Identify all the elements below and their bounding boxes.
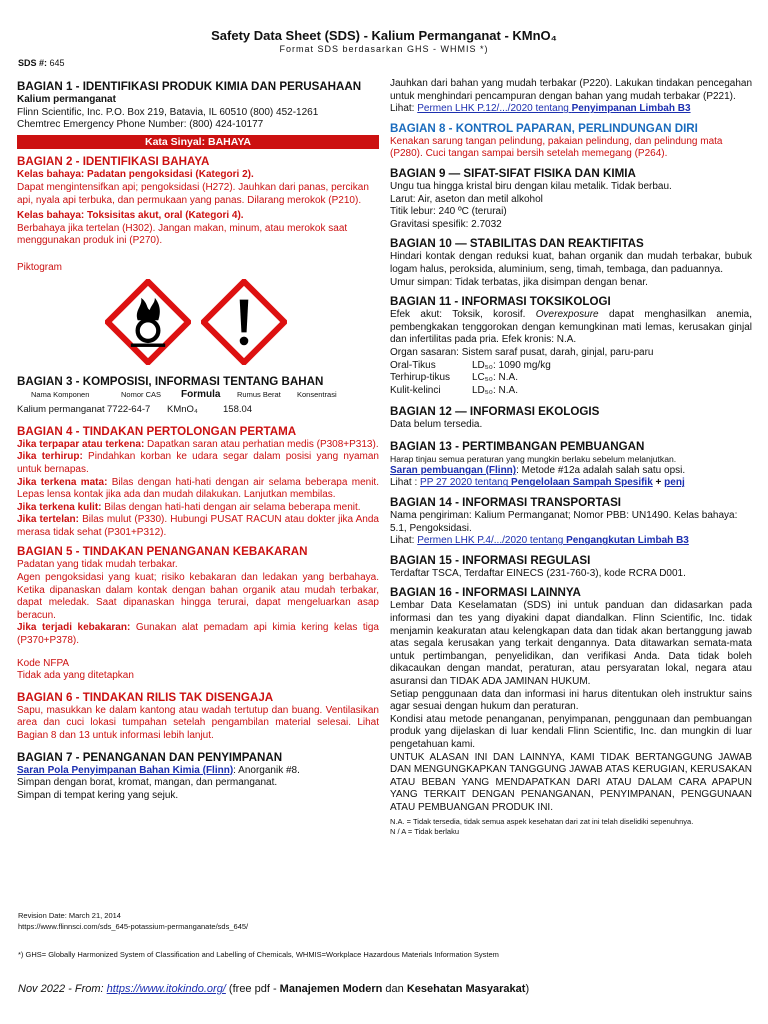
disposal-see: Lihat : PP 27 2020 tentang Pengelolaan Sampah Spesifik + penj bbox=[390, 477, 685, 489]
document-title: Safety Data Sheet (SDS) - Kalium Permanganat - KMnO₄ bbox=[211, 28, 557, 43]
left-column bbox=[17, 78, 379, 802]
first-aid-inhalation: Jika terhirup: Pindahkan korban ke udara segar dalam posisi yang nyaman untuk bernapas. bbox=[17, 451, 379, 475]
permen-penyimpanan-link[interactable]: Permen LHK P.12/.../2020 tentang Penyimpanan Limbah B3 bbox=[417, 103, 691, 115]
col-formula: Formula bbox=[181, 388, 221, 400]
property-melting-point: Titik lebur: 240 ºC (terurai) bbox=[390, 206, 507, 218]
shelf-life: Umur simpan: Tidak terbatas, jika disimpan dengan benar. bbox=[390, 276, 648, 288]
section-16-heading: BAGIAN 16 - INFORMASI LAINNYA bbox=[390, 586, 581, 600]
exposure-control-text: Kenakan sarung tangan pelindung, pakaian pelindung, dan pelindung mata (P280). Cuci tangan sampai bersih setelah memegang (P264). bbox=[390, 135, 723, 160]
transport-text: Nama pengiriman: Kalium Permanganat; Nomor PBB: UN1490. Kelas bahaya: 5.1, Pengoksidasi. bbox=[390, 510, 738, 534]
storage-see: Lihat: Permen LHK P.12/.../2020 tentang Penyimpanan Limbah B3 bbox=[390, 103, 691, 115]
document-subtitle: Format SDS berdasarkan GHS - WHMIS *) bbox=[279, 44, 489, 54]
pictograms bbox=[105, 279, 379, 365]
transport-see: Lihat: Permen LHK P.4/.../2020 tentang Pengangkutan Limbah B3 bbox=[390, 535, 689, 547]
section-9-heading: BAGIAN 9 — SIFAT-SIFAT FISIKA DAN KIMIA bbox=[390, 166, 636, 180]
hazard-class-1: Kelas bahaya: Padatan pengoksidasi (Kategori 2). bbox=[17, 169, 254, 181]
storage-line-2: Simpan dengan borat, kromat, mangan, dan permanganat. bbox=[17, 777, 278, 789]
sds-label: SDS #: bbox=[18, 58, 48, 68]
storage-line-3: Simpan di tempat kering yang sejuk. bbox=[17, 789, 179, 801]
disposal-method: Saran pembuangan (Flinn): Metode #12a adalah salah satu opsi. bbox=[390, 464, 686, 476]
section-7-heading: BAGIAN 7 - PENANGANAN DAN PENYIMPANAN bbox=[17, 750, 283, 764]
penj-link[interactable]: penj bbox=[664, 477, 685, 489]
credit-line: Nov 2022 - From: https://www.itokindo.org/ (free pdf - Manajemen Modern dan Kesehatan Masyarakat) bbox=[18, 983, 530, 995]
tox-row-dermal: Kulit-kelinci LD₅₀: N.A. bbox=[390, 384, 518, 396]
formula: KMnO₄ bbox=[167, 404, 198, 416]
stability-text: Hindari kontak dengan reduksi kuat, bahan organik dan mudah terbakar, bubuk logam halus, peroksida, aluminium, seng, timah, tembaga, dan paduannya. bbox=[390, 251, 752, 275]
col-concentration: Konsentrasi bbox=[297, 389, 337, 399]
ecological-text: Data belum tersedia. bbox=[390, 419, 483, 431]
section-10-heading: BAGIAN 10 — STABILITAS DAN REAKTIFITAS bbox=[390, 237, 644, 251]
section-11-heading: BAGIAN 11 - INFORMASI TOKSIKOLOGI bbox=[390, 295, 611, 309]
section-13-heading: BAGIAN 13 - PERTIMBANGAN PEMBUANGAN bbox=[390, 439, 645, 453]
acute-effects: Efek akut: Toksik, korosif. Overexposure dapat menghasilkan anemia, pembengkakan tenggorokan dengan kemungkinan mati lemas, kerusakan ginjal dan infertilitas pada pria. Efek kronis: N.A. bbox=[390, 309, 753, 346]
other-info-p4: UNTUK ALASAN INI DAN LAINNYA, KAMI TIDAK BERTANGGUNG JAWAB DAN MENGUNGKAPKAN TANGGUNG JAWAB ATAS KERUGIAN, KERUSAKAN ATAU BEBAN YANG MENDAPATKAN DARI ATAU DALAM CARA APAPUN YANG TERKAIT DENGAN PENANGANAN, PENYIMPANAN, PENGGUNAAN ATAU PEMBUANGAN PRODUK INI. bbox=[390, 751, 752, 813]
ghs-note: *) GHS= Globally Harmonized System of Classification and Labelling of Chemicals, WHMIS=Workplace Hazardous Materials Information System bbox=[18, 950, 499, 959]
section-14-heading: BAGIAN 14 - INFORMASI TRANSPORTASI bbox=[390, 496, 622, 510]
na-note-2: N / A = Tidak berlaku bbox=[390, 826, 459, 836]
first-aid-exposure: Jika terpapar atau terkena: Dapatkan saran atau perhatian medis (P308+P313). bbox=[17, 438, 379, 450]
tox-row-oral: Oral-Tikus LD₅₀: 1090 mg/kg bbox=[390, 359, 551, 371]
composition-header bbox=[17, 389, 379, 402]
property-specific-gravity: Gravitasi spesifik: 2.7032 bbox=[390, 218, 502, 230]
concentration bbox=[283, 404, 343, 417]
other-info-p2: Setiap penggunaan data dan informasi ini harus ditentukan oleh instruktur sains agar sesuai dengan hukum dan peraturan. bbox=[390, 688, 752, 713]
source-url: https://www.flinnsci.com/sds_645-potassium-permanganate/sds_645/ bbox=[18, 922, 249, 931]
hazard-class-2: Kelas bahaya: Toksisitas akut, oral (Kategori 4). bbox=[17, 210, 244, 222]
regulatory-text: Terdaftar TSCA, Terdaftar EINECS (231-760-3), kode RCRA D001. bbox=[390, 567, 686, 579]
property-appearance: Ungu tua hingga kristal biru dengan kilau metalik. Tidak berbau. bbox=[390, 180, 672, 192]
revision-block bbox=[18, 910, 248, 932]
permen-pengangkutan-link[interactable]: Permen LHK P.4/.../2020 tentang Pengangkutan Limbah B3 bbox=[417, 535, 689, 547]
product-name: Kalium permanganat bbox=[17, 94, 116, 105]
hazard-class-1-text: Dapat mengintensifkan api; pengoksidasi (H272). Jauhkan dari panas, percikan api, nyala api terbuka, dan permukaan yang panas. Dilarang merokok (P210). bbox=[17, 181, 369, 206]
col-weight: Rumus Berat bbox=[237, 389, 281, 399]
section-8-heading: BAGIAN 8 - KONTROL PAPARAN, PERLINDUNGAN DIRI bbox=[390, 121, 698, 135]
exclamation-mark-icon bbox=[201, 279, 287, 365]
nfpa-text: Tidak ada yang ditetapkan bbox=[17, 670, 134, 682]
first-aid-skin: Jika terkena kulit: Bilas dengan hati-hati dengan air selama beberapa menit. bbox=[17, 501, 361, 513]
sds-number bbox=[18, 58, 65, 68]
signal-word-banner: Kata Sinyal: BAHAYA bbox=[17, 135, 379, 150]
first-aid-eyes: Jika terkena mata: Bilas dengan hati-hati dengan air selama beberapa menit. Lepas lensa kontak jika ada dan mudah dilakukan. Lanjutkan membilas. bbox=[17, 476, 379, 501]
first-aid-ingestion: Jika tertelan: Bilas mulut (P330). Hubungi PUSAT RACUN atau dokter jika Anda merasa tidak sehat (P301+P312). bbox=[17, 514, 379, 538]
pp27-link[interactable]: PP 27 2020 tentang Pengelolaan Sampah Spesifik bbox=[420, 477, 653, 489]
target-organs: Organ sasaran: Sistem saraf pusat, darah, ginjal, paru-paru bbox=[390, 346, 654, 358]
col-cas: Nomor CAS bbox=[121, 389, 162, 399]
right-column bbox=[390, 78, 752, 837]
flame-over-circle-icon bbox=[105, 279, 191, 365]
property-solubility: Larut: Air, aseton dan metil alkohol bbox=[390, 193, 543, 205]
disposal-suggestion-link[interactable]: Saran pembuangan (Flinn) bbox=[390, 464, 517, 476]
col-component: Nama Komponen bbox=[31, 389, 90, 399]
itokindo-link[interactable]: https://www.itokindo.org/ bbox=[106, 983, 226, 995]
sds-value: 645 bbox=[49, 58, 65, 68]
composition-row bbox=[17, 404, 379, 417]
component-name: Kalium permanganat bbox=[17, 404, 105, 416]
storage-continued: Jauhkan dari bahan yang mudah terbakar (P220). Lakukan tindakan pencegahan untuk menghindari pencampuran dengan bahan yang mudah terbakar (P221). bbox=[390, 78, 752, 102]
section-1-heading: BAGIAN 1 - IDENTIFIKASI PRODUK KIMIA DAN PERUSAHAAN bbox=[17, 80, 362, 93]
company-info: Flinn Scientific, Inc. P.O. Box 219, Batavia, IL 60510 (800) 452-1261 bbox=[17, 106, 319, 118]
revision-date: Revision Date: March 21, 2014 bbox=[18, 911, 121, 920]
section-3-heading: BAGIAN 3 - KOMPOSISI, INFORMASI TENTANG BAHAN bbox=[17, 374, 324, 388]
fire-fighting-text: Padatan yang tidak mudah terbakar. Agen pengoksidasi yang kuat; risiko kebakaran dan ledakan yang berbahaya. Ketika dipanaskan dalam kontak dengan bahan organik atau mudah terbakar, dapat meledak. Saat dipanaskan hingga terurai, dapat mengeluarkan asap beracun. bbox=[17, 559, 379, 621]
section-5-heading: BAGIAN 5 - TINDAKAN PENANGANAN KEBAKARAN bbox=[17, 545, 308, 559]
storage-pattern-link[interactable]: Saran Pola Penyimpanan Bahan Kimia (Flinn) bbox=[17, 764, 234, 776]
other-info-p3: Kondisi atau metode penanganan, penyimpanan, penggunaan dan pembuangan produk yang dijelaskan di luar kendali Flinn Scientific, Inc. dan mungkin di luar pengetahuan kami. bbox=[390, 713, 752, 750]
storage-pattern: Saran Pola Penyimpanan Bahan Kimia (Flinn): Anorganik #8. bbox=[17, 764, 300, 776]
na-note-1: N.A. = Tidak tersedia, tidak semua aspek kesehatan dari zat ini telah diselidiki sepenuhnya. bbox=[390, 816, 694, 826]
section-15-heading: BAGIAN 15 - INFORMASI REGULASI bbox=[390, 553, 591, 567]
nfpa-label: Kode NFPA bbox=[17, 657, 70, 669]
section-4-heading: BAGIAN 4 - TINDAKAN PERTOLONGAN PERTAMA bbox=[17, 424, 297, 438]
section-2-heading: BAGIAN 2 - IDENTIFIKASI BAHAYA bbox=[17, 155, 210, 169]
pictogram-label: Piktogram bbox=[17, 261, 63, 273]
other-info-p1: Lembar Data Keselamatan (SDS) ini untuk panduan dan didasarkan pada informasi dan tes yang diyakini dapat diandalkan. Flinn Scientific, Inc. tidak menjamin keakuratan atau kelengkapan data dan tidak akan bertanggung jawab atas segala kerusakan yang terkait dengannya. Data ditawarkan semata-mata untuk pertimbangan, penyelidikan, dan verifikasi Anda. Data tidak boleh dikacaukan dengan mandat, peraturan, atau persyaratan lokal, negara atau asuransi dan TIDAK ADA JAMINAN HUKUM. bbox=[390, 600, 752, 687]
section-6-heading: BAGIAN 6 - TINDAKAN RILIS TAK DISENGAJA bbox=[17, 690, 274, 704]
disposal-text: Harap tinjau semua peraturan yang mungkin berlaku sebelum melanjutkan. bbox=[390, 453, 677, 464]
tox-row-inhalation: Terhirup-tikus LC₅₀: N.A. bbox=[390, 372, 518, 384]
accidental-release-text: Sapu, masukkan ke dalam kantong atau wadah tertutup dan buang. Ventilasikan area dan cuci lokasi tumpahan setelah pengambilan material selesai. Lihat Bagian 8 dan 13 untuk informasi lebih lanjut. bbox=[17, 704, 379, 741]
chemtrec-phone: Chemtrec Emergency Phone Number: (800) 424-10177 bbox=[17, 119, 264, 131]
cas-number: 7722-64-7 bbox=[107, 404, 151, 416]
fire-instruction: Jika terjadi kebakaran: Gunakan alat pemadam api kimia kering kelas tiga (P370+P378). bbox=[17, 622, 379, 647]
formula-weight: 158.04 bbox=[223, 404, 253, 416]
hazard-class-2-text: Berbahaya jika tertelan (H302). Jangan makan, minum, atau merokok saat menggunakan produk ini (P270). bbox=[17, 222, 348, 247]
section-12-heading: BAGIAN 12 — INFORMASI EKOLOGIS bbox=[390, 405, 600, 419]
